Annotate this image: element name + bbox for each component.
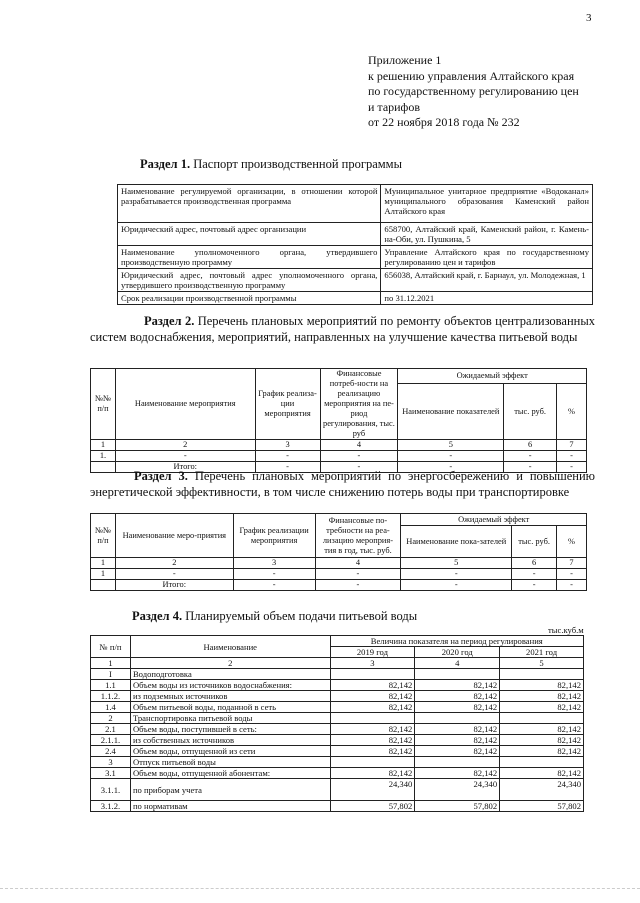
value-cell [415,757,500,768]
value-cell: 82,142 [500,680,584,691]
value-cell: 82,142 [500,746,584,757]
value-cell: 82,142 [330,768,415,779]
passport-table [117,184,593,305]
table-cell: 656038, Алтайский край, г. Барнаул, ул. Молодежная, 1 [381,269,593,292]
row-number: 2.4 [91,746,131,757]
table-cell: 3 [233,558,315,569]
column-header: 2020 год [415,647,500,658]
value-cell [330,713,415,724]
value-cell: 82,142 [415,735,500,746]
table-cell: 1 [91,658,131,669]
row-name: Объем воды из источников водоснабжения: [130,680,330,691]
table-row [118,246,593,269]
value-cell: 82,142 [330,735,415,746]
table-cell: 1 [91,440,116,451]
table-cell: 2 [115,558,233,569]
table-cell: 4 [415,658,500,669]
section4-title-prefix: Раздел 4. [132,609,183,623]
section1-title-prefix: Раздел 1. [140,157,191,171]
column-header: Ожидаемый эффект [398,369,587,384]
value-cell: 57,802 [415,801,500,812]
value-cell: 82,142 [500,702,584,713]
appendix-header [368,53,628,131]
value-cell [500,669,584,680]
table-cell: 7 [557,558,587,569]
section3-table [90,513,587,591]
section3-title [90,469,595,500]
row-name: из собственных источников [130,735,330,746]
table-row [91,680,584,691]
value-cell [415,713,500,724]
table-cell: - [557,580,587,591]
row-number: 2.1.1. [91,735,131,746]
page-edge-divider [0,888,640,889]
column-header: Финансовые по-требности на реа-лизацию мероприя-тия в год, тыс. руб. [315,514,401,558]
table-cell: 6 [504,440,557,451]
value-cell: 82,142 [415,768,500,779]
row-number: 1.1.2. [91,691,131,702]
table-cell: 7 [557,440,587,451]
appendix-line: по государственному регулированию цен [368,84,579,98]
row-number: 3.1.2. [91,801,131,812]
table-row [91,768,584,779]
table-cell: Срок реализации производственной программы [118,292,381,305]
row-name: Водоподготовка [130,669,330,680]
table-row [91,713,584,724]
table-cell: - [512,569,557,580]
table-row [91,724,584,735]
table-row [91,580,587,591]
row-name: Отпуск питьевой воды [130,757,330,768]
row-number: 1.4 [91,702,131,713]
value-cell: 82,142 [330,691,415,702]
table-cell: Муниципальное унитарное предприятие «Водоканал» муниципального образования Каменский район Алтайского края [381,185,593,223]
table-row [91,746,584,757]
table-cell: - [315,569,401,580]
table-cell: - [504,462,557,473]
table-row [91,779,584,801]
value-cell: 82,142 [330,746,415,757]
section2-title-prefix: Раздел 2. [144,314,195,328]
table-row [91,735,584,746]
row-number: 3.1 [91,768,131,779]
value-cell: 82,142 [415,746,500,757]
section2-title [90,314,595,345]
table-cell: - [398,451,504,462]
value-cell: 57,802 [500,801,584,812]
section2-title-text: Перечень плановых мероприятий по ремонту объектов централизованных систем водоснабжения, мероприятий, направленных на улучшение качества питьевой воды [90,314,595,344]
table-cell: Юридический адрес, почтовый адрес организации [118,223,381,246]
table-cell: 3 [255,440,320,451]
appendix-line: к решению управления Алтайского края [368,68,575,83]
table-cell: 4 [320,440,398,451]
row-name: Объем воды, поступившей в сеть: [130,724,330,735]
table-row [91,691,584,702]
table-body [91,669,584,812]
page-number: 3 [586,12,592,24]
value-cell: 82,142 [415,702,500,713]
table-cell: 658700, Алтайский край, Каменский район, г. Камень-на-Оби, ул. Пушкина, 5 [381,223,593,246]
table-cell: 5 [401,558,512,569]
table-cell: - [320,451,398,462]
table-row [118,185,593,223]
section2-table [90,368,587,473]
table-row [118,292,593,305]
table-cell: 5 [500,658,584,669]
section3-title-prefix: Раздел 3. [134,469,188,483]
column-header: №№ п/п [91,514,116,558]
section1-title [140,157,402,173]
value-cell: 82,142 [415,724,500,735]
table-cell: Наименование регулируемой организации, в отношении которой разрабатывается производственная программа [118,185,381,223]
appendix-line: от 22 ноября 2018 года № 232 [368,115,520,129]
table-cell: 5 [398,440,504,451]
table-cell: - [255,462,320,473]
value-cell: 82,142 [415,680,500,691]
column-header: Наименование пока-зателей [401,526,512,558]
value-cell [330,757,415,768]
table-row [91,451,587,462]
row-name: по нормативам [130,801,330,812]
table-cell: 1 [91,569,116,580]
table-cell [91,580,116,591]
table-cell: - [320,462,398,473]
column-header: Финансовые потреб-ности на реализацию мероприятия на пе-риод регулирования, тыс. руб [320,369,398,440]
column-header: тыс. руб. [504,384,557,440]
table-cell: - [115,451,255,462]
value-cell: 24,340 [500,779,584,801]
value-cell: 24,340 [330,779,415,801]
value-cell: 82,142 [330,680,415,691]
section4-title-text: Планируемый объем подачи питьевой воды [182,609,418,623]
table-cell: - [115,569,233,580]
unit-label: тыс.куб.м [548,625,584,635]
row-number: I [91,669,131,680]
water-volume-table [90,635,584,812]
table-cell: - [233,569,315,580]
table-row [118,269,593,292]
table-cell: Управление Алтайского края по государственному регулированию цен и тарифов [381,246,593,269]
row-number: 2.1 [91,724,131,735]
table-row [91,702,584,713]
table-cell: - [401,580,512,591]
value-cell: 82,142 [500,768,584,779]
table-cell: 2 [115,440,255,451]
table-cell: 1 [91,558,116,569]
table-row [118,223,593,246]
table-header-row [91,636,584,647]
row-number: 1.1 [91,680,131,691]
total-label: Итого: [115,462,255,473]
table-row [91,801,584,812]
column-header: 2019 год [330,647,415,658]
table-cell: по 31.12.2021 [381,292,593,305]
row-number: 2 [91,713,131,724]
value-cell: 82,142 [330,724,415,735]
table-cell: 2 [130,658,330,669]
value-cell: 82,142 [500,735,584,746]
table-cell: 3 [330,658,415,669]
column-header: №№ п/п [91,369,116,440]
column-header: Наименование мероприятия [115,369,255,440]
table-cell: - [557,462,587,473]
value-cell: 57,802 [330,801,415,812]
appendix-line: Приложение 1 [368,53,442,67]
row-name: Объем воды, отпущенной абонентам: [130,768,330,779]
column-header: Ожидаемый эффект [401,514,587,526]
table-row [91,757,584,768]
value-cell: 82,142 [500,691,584,702]
row-name: Объем воды, отпущенной из сети [130,746,330,757]
row-name: Объем питьевой воды, поданной в сеть [130,702,330,713]
table-cell: Наименование уполномоченного органа, утвердившего производственную программу [118,246,381,269]
section4-title [132,609,417,625]
table-row [91,558,587,569]
column-header: % [557,384,587,440]
table-cell: - [557,569,587,580]
value-cell: 82,142 [500,724,584,735]
table-cell: - [401,569,512,580]
table-cell: - [398,462,504,473]
value-cell [330,669,415,680]
table-header-row [91,369,587,384]
table-header-row [91,514,587,526]
table-cell: 6 [512,558,557,569]
table-cell: - [315,580,401,591]
appendix-line: и тарифов [368,99,421,114]
column-header: % [557,526,587,558]
row-number: 3 [91,757,131,768]
value-cell: 24,340 [415,779,500,801]
section3-title-text: Перечень плановых мероприятий по энергосбережению и повышению энергетической эффективности, в том числе снижению потерь воды при транспортировке [90,469,595,499]
table-cell: - [557,451,587,462]
section1-title-text: Паспорт производственной программы [190,157,402,171]
row-name: из подземных источников [130,691,330,702]
table-cell: - [233,580,315,591]
column-header: № п/п [91,636,131,658]
table-row [91,658,584,669]
value-cell [500,757,584,768]
value-cell: 82,142 [415,691,500,702]
value-cell [415,669,500,680]
table-cell: - [504,451,557,462]
column-header: Наименование [130,636,330,658]
column-header: График реализации мероприятия [233,514,315,558]
table-row [91,440,587,451]
row-name: по приборам учета [130,779,330,801]
column-header: График реализа-ции мероприятия [255,369,320,440]
table-row [91,669,584,680]
table-cell: Юридический адрес, почтовый адрес уполномоченного органа, утвердившего производственную программу [118,269,381,292]
table-cell: - [512,580,557,591]
row-number: 3.1.1. [91,779,131,801]
column-header: Величина показателя на период регулирования [330,636,583,647]
row-name: Транспортировка питьевой воды [130,713,330,724]
table-cell: 1. [91,451,116,462]
column-header: Наименование показателей [398,384,504,440]
value-cell: 82,142 [330,702,415,713]
table-cell: 4 [315,558,401,569]
column-header: Наименование меро-приятия [115,514,233,558]
value-cell [500,713,584,724]
column-header: 2021 год [500,647,584,658]
total-label: Итого: [115,580,233,591]
table-row [91,569,587,580]
table-cell: - [255,451,320,462]
column-header: тыс. руб. [512,526,557,558]
